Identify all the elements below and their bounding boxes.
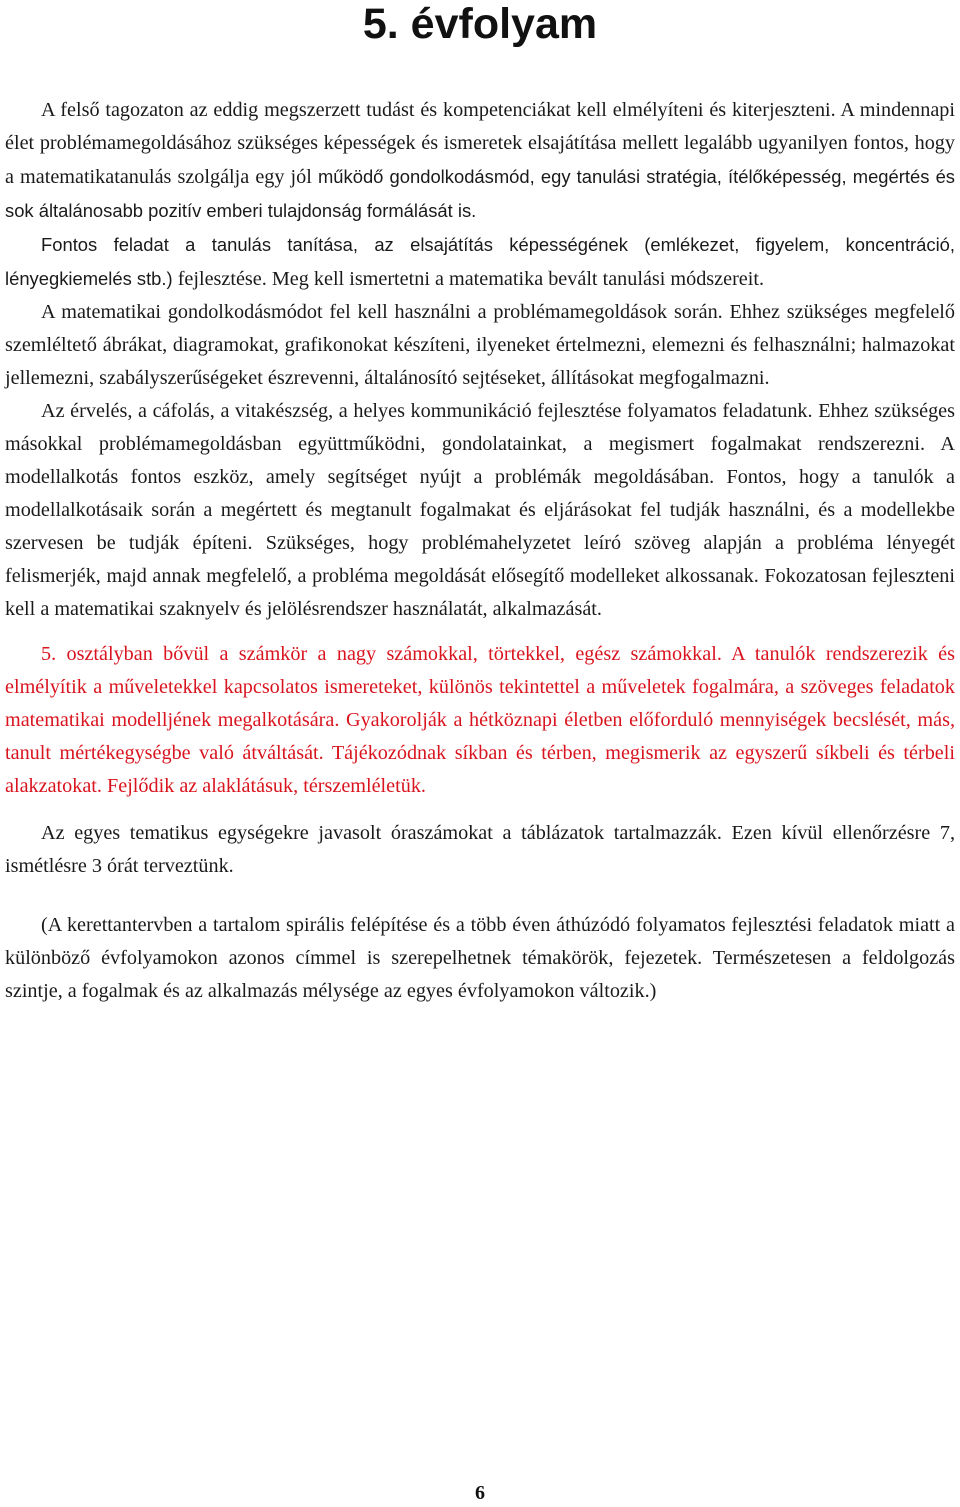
thinking-paragraph: A matematikai gondolkodásmódot fel kell használni a problémamegoldások során. Ehhez szükséges megfelelő szemléltető ábrákat, diagramokat, grafikonokat készíteni, ilyeneket értelmezni, elemezni és felhasználni; halmazokat jellemezni, szabályszerűségeket észrevenni, általánosító sejtéseket, állításokat megfogalmazni.: [5, 301, 955, 389]
intro-paragraph: [5, 94, 955, 228]
learning-text-serif: fejlesztése. Meg kell ismertetni a matematika bevált tanulási módszereit.: [177, 268, 765, 290]
reasoning-paragraph: Az érvelés, a cáfolás, a vitakészség, a helyes kommunikáció fejlesztése folyamatos feladatunk. Ehhez szükséges másokkal problémamegoldásban együttműködni, gondolatainkat, a megismert fogalmakat rendszerezni. A modellalkotás fontos eszköz, amely segítséget nyújt a problémák megoldásában. Fontos, hogy a tanulók a modellalkotásaik során a megértett és megtanult fogalmakat és eljárásokat fel tudják használni, és a modellekbe szervesen be tudják építeni. Szükséges, hogy problémahelyzetet leíró szöveg alapján a probléma lényegét felismerjék, majd annak megfelelő, a probléma megoldását elősegítő modelleket alkossanak. Fokozatosan fejleszteni kell a matematikai szaknyelv és jelölésrendszer használatát, alkalmazását.: [5, 400, 955, 620]
spacer: [5, 803, 955, 817]
hours-paragraph: Az egyes tematikus egységekre javasolt óraszámokat a táblázatok tartalmazzák. Ezen kívül ellenőrzésre 7, ismétlésre 3 órát terveztünk.: [5, 822, 955, 877]
page-title: 5. évfolyam: [362, 0, 598, 48]
page-number: 6: [475, 1482, 485, 1504]
intro-text: A felső tagozaton az eddig megszerzett tudást és kompetenciákat kell elmélyíteni és kiterjeszteni. A mindennapi élet problémamegoldásához szükséges képességek és ismeretek elsajátítása mellett legalább ugyanilyen fontos, hogy a matematikatanulás szolgálja egy jól: [5, 99, 955, 188]
learning-text-sans: Fontos feladat a tanulás tanítása, az elsajátítás képességének (emlékezet, figyelem, koncentráció, lényegkiemelés stb.): [5, 234, 955, 289]
document-page: [5, 0, 955, 1008]
framework-note-paragraph: (A kerettantervben a tartalom spirális felépítése és a több éven áthúzódó folyamatos fejlesztési feladatok miatt a különböző évfolyamokon azonos címmel is szerepelhetnek témakörök, fejezetek. Természetesen a feldolgozás szintje, a fogalmak és az alkalmazás mélysége az egyes évfolyamokon változik.): [5, 914, 955, 1002]
intro-text-sans: működő gondolkodásmód, egy tanulási stratégia, ítélőképesség, megértés és sok általánosabb pozitív emberi tulajdonság formálását is.: [5, 166, 955, 221]
spacer: [5, 60, 955, 94]
spacer: [5, 626, 955, 638]
learning-paragraph: [5, 228, 955, 296]
grade-5-goals-paragraph: 5. osztályban bővül a számkör a nagy számokkal, törtekkel, egész számokkal. A tanulók rendszerezik és elmélyítik a műveletekkel kapcsolatos ismereteket, különös tekintettel a műveletek fogalmára, a szöveges feladatok matematikai modelljének megalkotására. Gyakorolják a hétköznapi életben előforduló mennyiségek becslését, más, tanult mértékegységbe való átváltását. Tájékozódnak síkban és térben, megismerik az egyszerű síkbeli és térbeli alakzatokat. Fejlődik az alaklátásuk, térszemléletük.: [5, 643, 955, 797]
spacer: [5, 883, 955, 909]
